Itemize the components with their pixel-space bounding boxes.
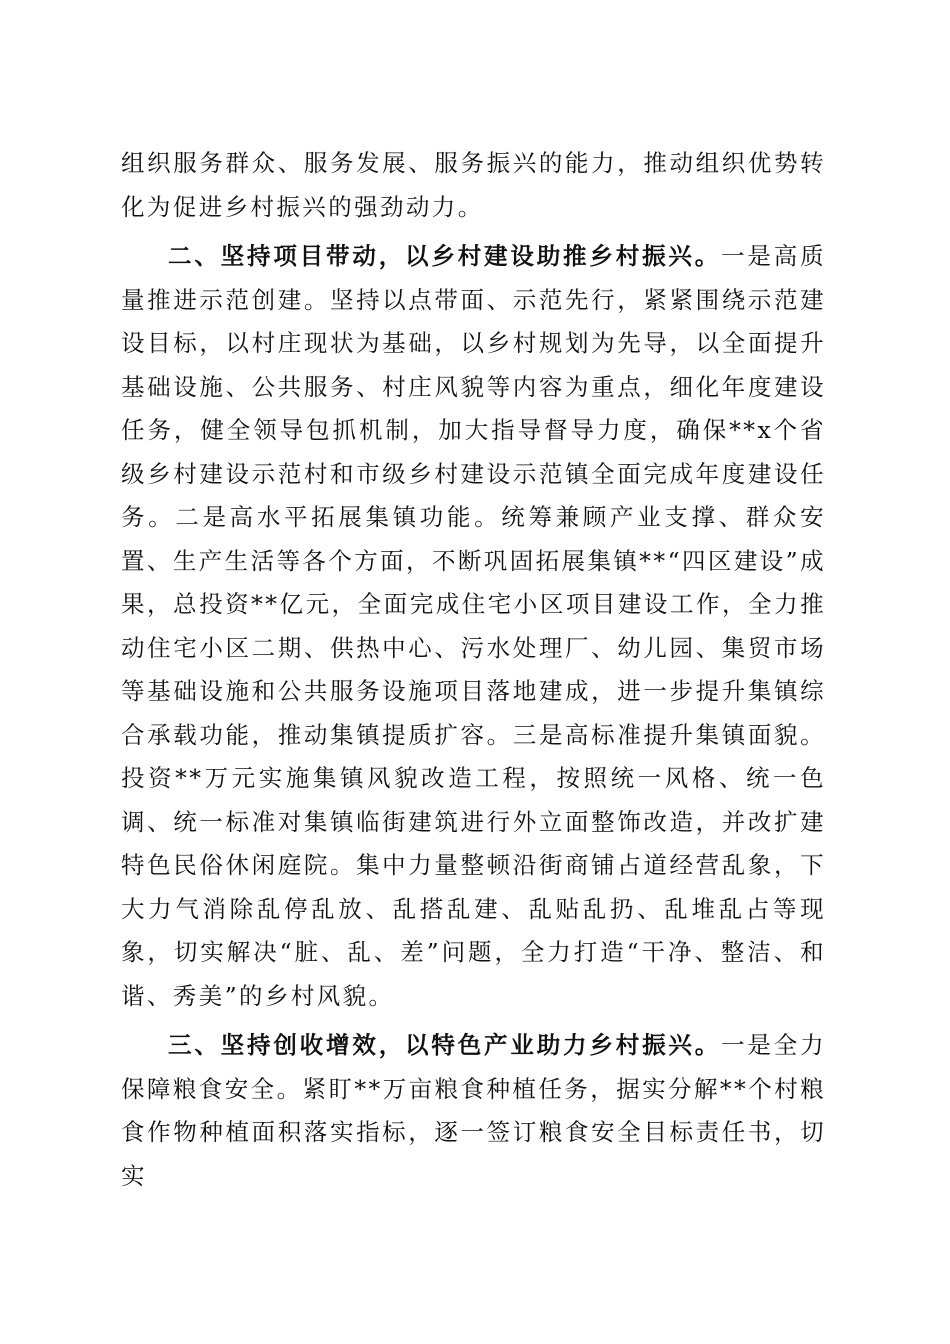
paragraph-3 [121, 1024, 826, 1198]
paragraph-2 [121, 235, 826, 1018]
section-heading-3: 三、坚持创收增效，以特色产业助力乡村振兴。 [168, 1031, 722, 1059]
paragraph-2-body: 一是高质量推进示范创建。坚持以点带面、示范先行，紧紧围绕示范建设目标，以村庄现状为基础，以乡村规划为先导，以全面提升基础设施、公共服务、村庄风貌等内容为重点，细化年度建设任务，健全领导包抓机制，加大指导督导力度，确保**x个省级乡村建设示范村和市级乡村建设示范镇全面完成年度建设任务。二是高水平拓展集镇功能。统筹兼顾产业支撑、群众安置、生产生活等各个方面，不断巩固拓展集镇**“四区建设”成果，总投资**亿元，全面完成住宅小区项目建设工作，全力推动住宅小区二期、供热中心、污水处理厂、幼儿园、集贸市场等基础设施和公共服务设施项目落地建成，进一步提升集镇综合承载功能，推动集镇提质扩容。三是高标准提升集镇面貌。投资**万元实施集镇风貌改造工程，按照统一风格、统一色调、统一标准对集镇临街建筑进行外立面整饰改造，并改扩建特色民俗休闲庭院。集中力量整顿沿街商铺占道经营乱象，下大力气消除乱停乱放、乱搭乱建、乱贴乱扔、乱堆乱占等现象，切实解决“脏、乱、差”问题，全力打造“干净、整洁、和谐、秀美”的乡村风貌。 [121, 242, 826, 1010]
section-heading-2: 二、坚持项目带动，以乡村建设助推乡村振兴。 [168, 242, 722, 270]
paragraph-1-body: 组织服务群众、服务发展、服务振兴的能力，推动组织优势转化为促进乡村振兴的强劲动力。 [121, 149, 826, 221]
paragraph-3-body: 一是全力保障粮食安全。紧盯**万亩粮食种植任务，据实分解**个村粮食作物种植面积落实指标，逐一签订粮食安全目标责任书，切实 [121, 1031, 826, 1190]
document-page [121, 142, 826, 1198]
paragraph-1 [121, 142, 826, 229]
